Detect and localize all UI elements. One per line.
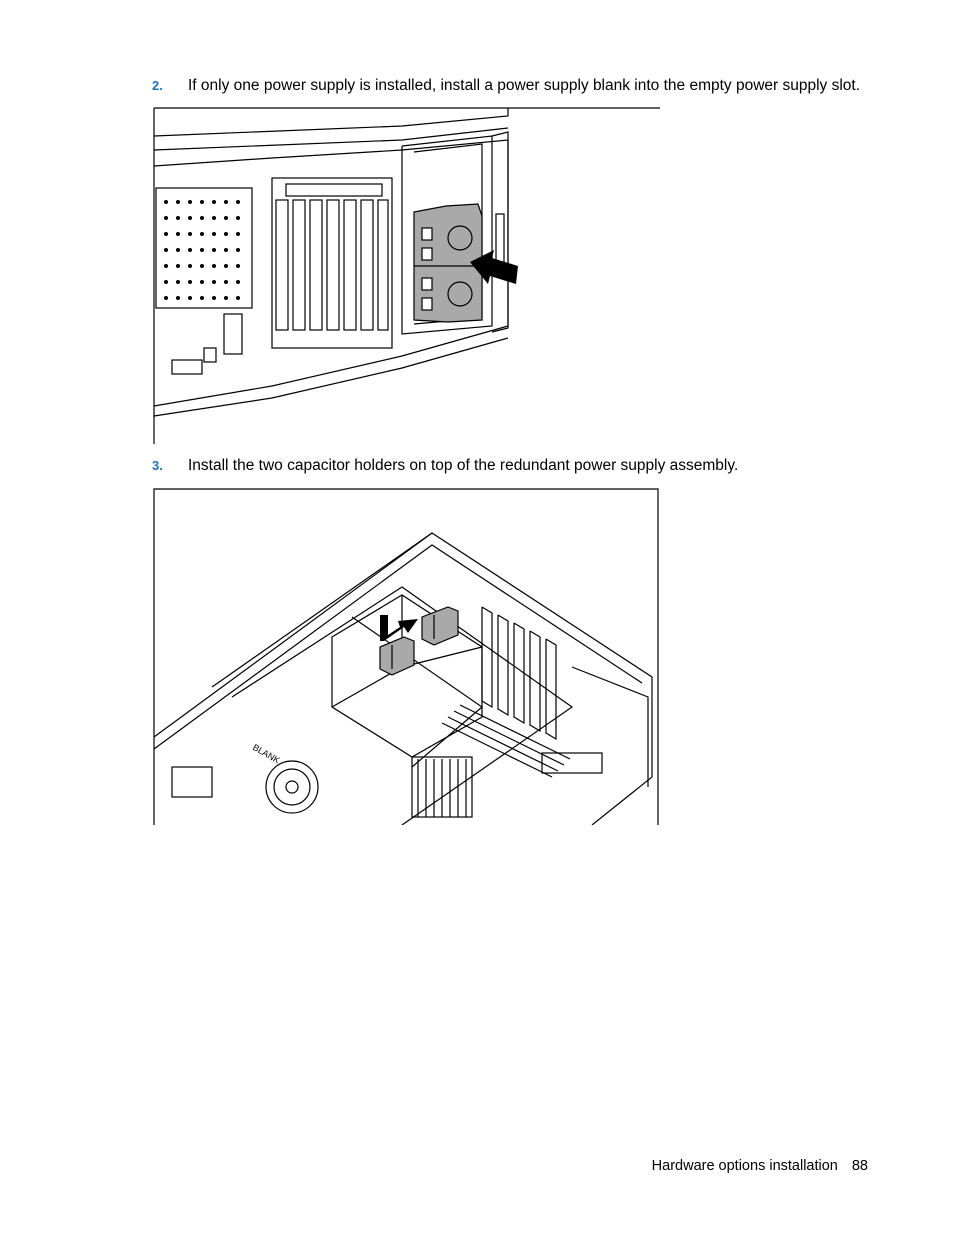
blank-label: BLANK: [251, 742, 282, 766]
power-supply-blank-illustration-icon: [152, 106, 662, 446]
step-number: 2.: [152, 78, 163, 93]
page-number: 88: [851, 1158, 868, 1174]
capacitor-holder-illustration-icon: [152, 487, 660, 825]
step-text: Install the two capacitor holders on top of the redundant power supply assembly.: [188, 457, 739, 474]
step-number: 3.: [152, 458, 163, 473]
step-text: If only one power supply is installed, install a power supply blank into the empty power supply slot.: [188, 77, 861, 94]
power-supply-blank-figure: [152, 106, 662, 446]
page-footer: [652, 1158, 868, 1174]
capacitor-holder-figure: [152, 487, 660, 825]
footer-section: Hardware options installation: [651, 1158, 838, 1174]
